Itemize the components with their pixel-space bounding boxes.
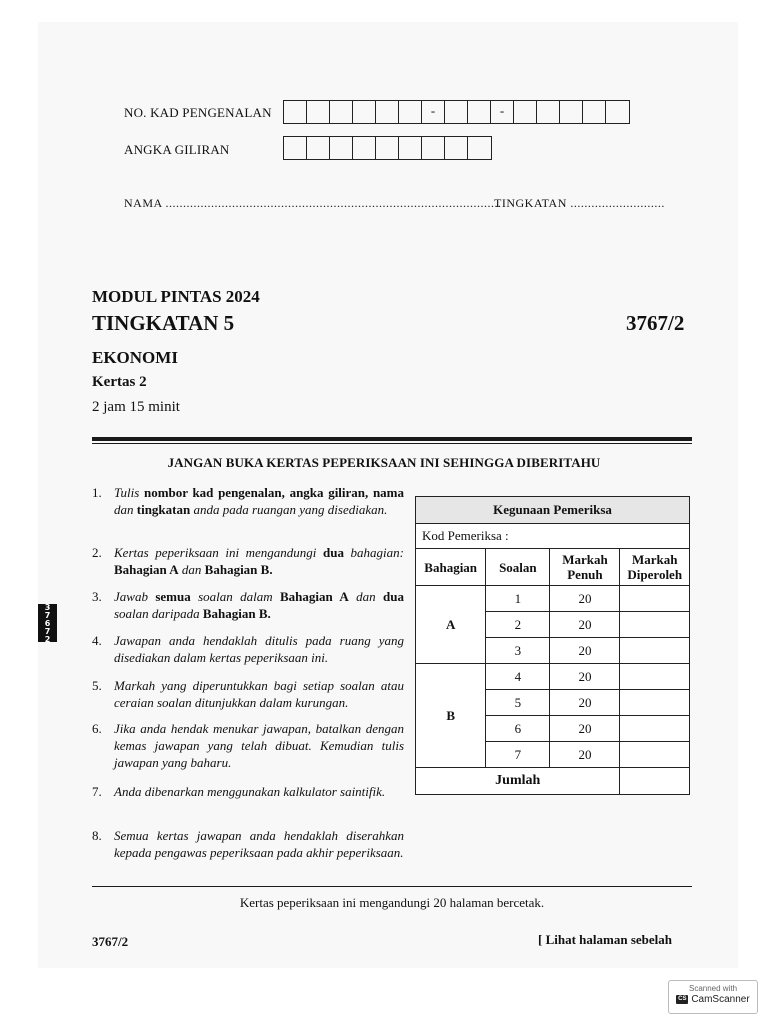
angka-giliran-boxes[interactable] <box>283 136 492 160</box>
ic-digit-box[interactable] <box>514 101 537 123</box>
camscanner-logo-icon: CS <box>678 996 687 1002</box>
markah-diperoleh-cell[interactable] <box>620 690 690 716</box>
ic-digit-box[interactable] <box>606 101 629 123</box>
instruction-item <box>92 827 404 861</box>
side-tab-char: 7 <box>44 627 51 636</box>
markah-penuh-cell: 20 <box>550 586 620 612</box>
duration: 2 jam 15 minit <box>92 399 180 415</box>
ic-number-boxes[interactable] <box>283 100 630 124</box>
camscanner-name: CamScanner <box>691 994 750 1005</box>
ic-digit-box[interactable] <box>330 101 353 123</box>
section-b-label: B <box>416 664 486 768</box>
instruction-number: 3. <box>92 589 102 604</box>
ic-digit-box[interactable] <box>468 101 491 123</box>
page-count-note: Kertas peperiksaan ini mengandungi 20 halaman bercetak. <box>239 895 545 910</box>
ic-digit-box[interactable] <box>445 101 468 123</box>
angka-giliran-digit-box[interactable] <box>468 137 491 159</box>
instruction-text: Jika anda hendak menukar jawapan, batalkan dengan kemas jawapan yang telah dibuat. Kemudian tulis jawapan yang baharu. <box>114 721 404 770</box>
angka-giliran-digit-box[interactable] <box>353 137 376 159</box>
ic-digit-box[interactable] <box>376 101 399 123</box>
angka-giliran-label: ANGKA GILIRAN <box>124 142 230 157</box>
camscanner-brand <box>669 994 757 1005</box>
instruction-text: Anda dibenarkan menggunakan kalkulator saintifik. <box>114 784 386 799</box>
soalan-cell: 5 <box>486 690 550 716</box>
ic-digit-box[interactable]: - <box>491 101 514 123</box>
soalan-cell: 3 <box>486 638 550 664</box>
tingkatan-title: TINGKATAN 5 <box>92 311 235 335</box>
markah-penuh-cell: 20 <box>550 716 620 742</box>
col-bahagian: Bahagian <box>416 549 486 586</box>
ic-number-label: NO. KAD PENGENALAN <box>124 105 272 120</box>
instruction-number: 5. <box>92 678 102 693</box>
angka-giliran-digit-box[interactable] <box>307 137 330 159</box>
subject-title: EKONOMI <box>92 348 178 367</box>
angka-giliran-digit-box[interactable] <box>445 137 468 159</box>
scanned-with-text: Scanned with <box>688 984 738 993</box>
side-tab-char: 6 <box>44 619 51 628</box>
footer-rule <box>92 886 692 887</box>
side-tab-char: 3 <box>44 603 51 612</box>
ic-digit-box[interactable] <box>583 101 606 123</box>
instruction-text: Markah yang diperuntukkan bagi setiap soalan atau ceraian soalan ditunjukkan dalam kurungan. <box>114 678 404 710</box>
markah-diperoleh-cell[interactable] <box>620 716 690 742</box>
examiner-table <box>415 496 690 795</box>
instruction-item <box>92 588 404 622</box>
markah-penuh-cell: 20 <box>550 638 620 664</box>
col-soalan: Soalan <box>486 549 550 586</box>
instruction-text: Tulis nombor kad pengenalan, angka giliran, nama dan tingkatan anda pada ruangan yang disediakan. <box>114 485 404 517</box>
nama-field[interactable]: NAMA ................................................................................................ <box>124 196 502 210</box>
modul-title: MODUL PINTAS 2024 <box>92 287 260 306</box>
markah-diperoleh-cell[interactable] <box>620 742 690 768</box>
instruction-item <box>92 720 404 771</box>
soalan-cell: 4 <box>486 664 550 690</box>
angka-giliran-digit-box[interactable] <box>330 137 353 159</box>
camscanner-watermark <box>668 980 758 1014</box>
header-rule-top <box>92 437 692 441</box>
markah-diperoleh-cell[interactable] <box>620 664 690 690</box>
soalan-cell: 1 <box>486 586 550 612</box>
ic-digit-box[interactable] <box>399 101 422 123</box>
angka-giliran-digit-box[interactable] <box>376 137 399 159</box>
markah-penuh-cell: 20 <box>550 664 620 690</box>
paper-code: 3767/2 <box>626 311 685 335</box>
footer-paper-code: 3767/2 <box>92 934 129 949</box>
soalan-cell: 6 <box>486 716 550 742</box>
instruction-item <box>92 484 404 518</box>
angka-giliran-digit-box[interactable] <box>284 137 307 159</box>
instruction-number: 4. <box>92 633 102 648</box>
ic-digit-box[interactable] <box>284 101 307 123</box>
side-tab-char: 7 <box>44 611 51 620</box>
jumlah-label: Jumlah <box>416 768 620 795</box>
angka-giliran-digit-box[interactable] <box>422 137 445 159</box>
angka-giliran-digit-box[interactable] <box>399 137 422 159</box>
warning-text: JANGAN BUKA KERTAS PEPERIKSAAN INI SEHINGGA DIBERITAHU <box>167 455 601 470</box>
kod-pemeriksa-field[interactable]: Kod Pemeriksa : <box>416 524 690 549</box>
ic-digit-box[interactable] <box>537 101 560 123</box>
col-markah-diperoleh: Markah Diperoleh <box>620 549 690 586</box>
ic-digit-box[interactable] <box>560 101 583 123</box>
instruction-item <box>92 544 404 578</box>
header-rule-bottom <box>92 443 692 444</box>
instruction-text: Semua kertas jawapan anda hendaklah diserahkan kepada pengawas peperiksaan pada akhir peperiksaan. <box>114 828 404 860</box>
instruction-text: Jawab semua soalan dalam Bahagian A dan dua soalan daripada Bahagian B. <box>114 589 405 621</box>
instruction-number: 6. <box>92 721 102 736</box>
instruction-text: Kertas peperiksaan ini mengandungi dua bahagian: Bahagian A dan Bahagian B. <box>114 545 404 577</box>
paper-number: Kertas 2 <box>92 374 147 390</box>
instruction-number: 8. <box>92 828 102 843</box>
markah-penuh-cell: 20 <box>550 742 620 768</box>
markah-penuh-cell: 20 <box>550 690 620 716</box>
next-page-note: [ Lihat halaman sebelah <box>538 932 672 947</box>
ic-digit-box[interactable] <box>307 101 330 123</box>
tingkatan-field[interactable]: TINGKATAN ........................... <box>494 196 665 210</box>
ic-digit-box[interactable]: - <box>422 101 445 123</box>
section-a-label: A <box>416 586 486 664</box>
markah-diperoleh-cell[interactable] <box>620 586 690 612</box>
markah-diperoleh-cell[interactable] <box>620 638 690 664</box>
side-code-tab <box>38 604 57 642</box>
instruction-item <box>92 783 404 800</box>
instruction-text: Jawapan anda hendaklah ditulis pada ruang yang disediakan dalam kertas peperiksaan ini. <box>114 633 404 665</box>
soalan-cell: 2 <box>486 612 550 638</box>
instruction-number: 7. <box>92 784 102 799</box>
examiner-table-title: Kegunaan Pemeriksa <box>416 497 690 524</box>
markah-penuh-cell: 20 <box>550 612 620 638</box>
ic-digit-box[interactable] <box>353 101 376 123</box>
soalan-cell: 7 <box>486 742 550 768</box>
jumlah-value-cell[interactable] <box>620 768 690 795</box>
col-markah-penuh: Markah Penuh <box>550 549 620 586</box>
instruction-number: 2. <box>92 545 102 560</box>
instruction-item <box>92 677 404 711</box>
side-tab-char: 2 <box>44 635 51 644</box>
instruction-item <box>92 632 404 666</box>
instruction-number: 1. <box>92 485 102 500</box>
markah-diperoleh-cell[interactable] <box>620 612 690 638</box>
